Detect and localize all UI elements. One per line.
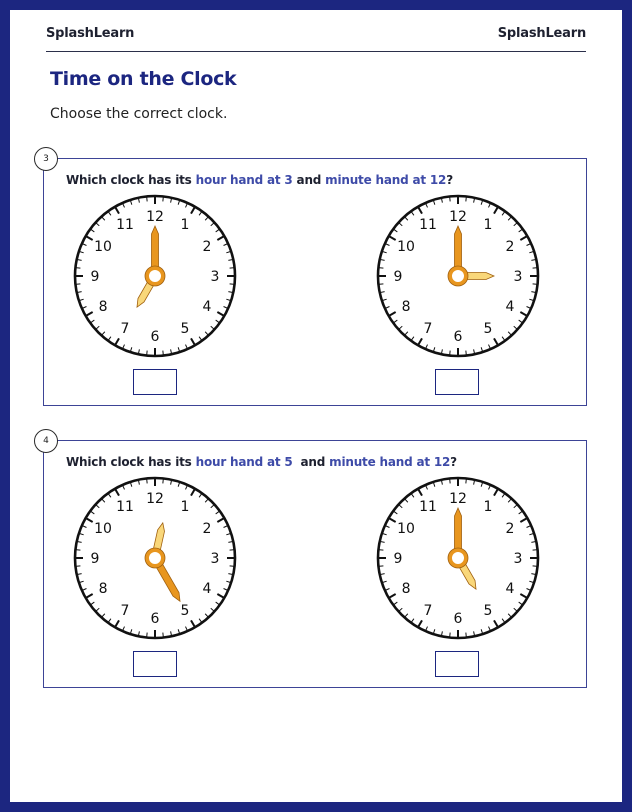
clock-number: 2: [202, 521, 212, 537]
clock-number: 1: [180, 217, 190, 234]
question-text: [66, 173, 453, 187]
clock-number: 8: [401, 299, 411, 315]
answer-checkbox-b[interactable]: [435, 369, 479, 395]
clock-number: 5: [483, 602, 493, 619]
question-text-part: ?: [446, 173, 453, 187]
clock-number: 5: [483, 320, 493, 337]
clock-number: 10: [94, 521, 112, 537]
clock-number: 4: [202, 299, 212, 315]
clock-number: 7: [120, 602, 130, 619]
question-hour-condition: hour hand at 3: [195, 173, 293, 187]
clock-number: 11: [116, 499, 134, 516]
brand-logo-left: SplashLearn: [46, 26, 135, 41]
clock-pivot: [147, 268, 163, 284]
clock-number: 6: [150, 611, 160, 627]
clock-number: 12: [146, 491, 164, 507]
clock-number: 11: [419, 217, 437, 234]
clock-number: 10: [397, 239, 415, 255]
clock-number: 1: [180, 499, 190, 516]
clock-number: 4: [505, 581, 515, 597]
worksheet-instruction: Choose the correct clock.: [50, 106, 228, 122]
clock-number: 6: [150, 329, 160, 345]
brand-logo-right: SplashLearn: [497, 26, 586, 41]
clock-option-a[interactable]: [70, 191, 240, 361]
clock-number: 10: [94, 239, 112, 255]
clock-number: 3: [210, 269, 220, 285]
clock-number: 6: [453, 611, 463, 627]
clock-number: 3: [513, 551, 523, 567]
question-text-part: and: [292, 455, 330, 469]
clock-number: 12: [146, 209, 164, 225]
clock-number: 3: [513, 269, 523, 285]
clock-pivot: [450, 550, 466, 566]
clock-number: 9: [393, 269, 403, 285]
clock-number: 7: [120, 320, 130, 337]
clock-number: 3: [210, 551, 220, 567]
clock-option-b[interactable]: [373, 473, 543, 643]
clock-number: 2: [202, 239, 212, 255]
question-text-part: Which clock has its: [66, 173, 196, 187]
minute-hand: [455, 508, 462, 552]
question-text: [66, 455, 457, 469]
clock-number: 9: [90, 551, 100, 567]
clock-number: 1: [483, 217, 493, 234]
minute-hand: [455, 226, 462, 270]
clock-number: 8: [98, 299, 108, 315]
question-hour-condition: hour hand at 5: [195, 455, 293, 469]
question-minute-condition: minute hand at 12: [329, 455, 451, 469]
minute-hand: [152, 226, 159, 270]
clock-number: 5: [180, 320, 190, 337]
answer-checkbox-a[interactable]: [133, 369, 177, 395]
question-minute-condition: minute hand at 12: [325, 173, 447, 187]
clock-number: 5: [180, 602, 190, 619]
clock-number: 1: [483, 499, 493, 516]
clock-number: 2: [505, 521, 515, 537]
worksheet-title: Time on the Clock: [50, 68, 237, 90]
clock-number: 2: [505, 239, 515, 255]
clock-number: 11: [419, 499, 437, 516]
clock-number: 4: [202, 581, 212, 597]
question-text-part: and: [292, 173, 326, 187]
clock-pivot: [147, 550, 163, 566]
clock-number: 6: [453, 329, 463, 345]
clock-number: 7: [423, 320, 433, 337]
clock-number: 8: [401, 581, 411, 597]
clock-option-b[interactable]: [373, 191, 543, 361]
clock-number: 12: [449, 209, 467, 225]
clock-number: 10: [397, 521, 415, 537]
question-card-4: [43, 436, 587, 688]
question-text-part: ?: [450, 455, 457, 469]
answer-checkbox-b[interactable]: [435, 651, 479, 677]
question-number-badge: 3: [34, 147, 58, 171]
question-number-badge: 4: [34, 429, 58, 453]
question-card-3: [43, 154, 587, 406]
answer-checkbox-a[interactable]: [133, 651, 177, 677]
clock-number: 12: [449, 491, 467, 507]
clock-number: 11: [116, 217, 134, 234]
clock-option-a[interactable]: [70, 473, 240, 643]
clock-number: 7: [423, 602, 433, 619]
header-divider: [46, 51, 586, 52]
clock-number: 8: [98, 581, 108, 597]
clock-number: 9: [90, 269, 100, 285]
clock-number: 9: [393, 551, 403, 567]
clock-number: 4: [505, 299, 515, 315]
question-text-part: Which clock has its: [66, 455, 196, 469]
clock-pivot: [450, 268, 466, 284]
